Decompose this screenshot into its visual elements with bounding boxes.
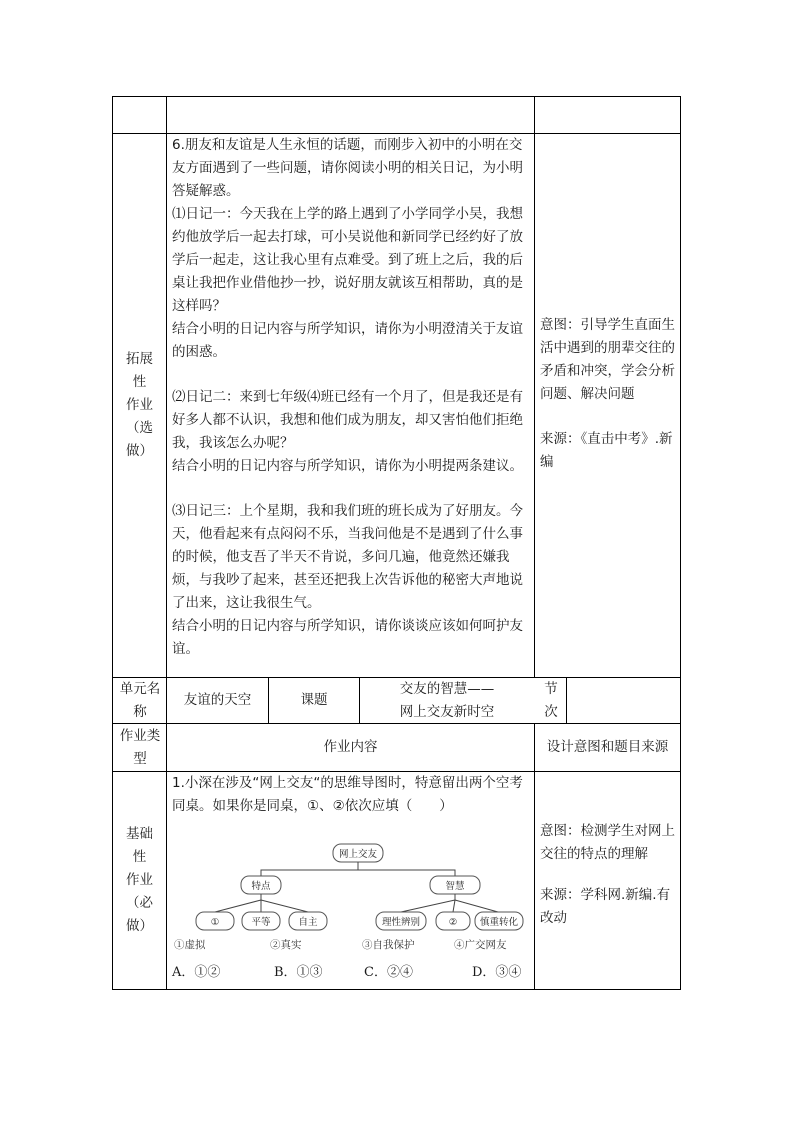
basic-label-line: （必 [126, 895, 153, 911]
lesson-value-line: 网上交友新时空 [399, 703, 495, 720]
extended-label-line: （选 [126, 420, 153, 436]
section-label: 节次 [544, 680, 558, 720]
question-6-intro: 6.朋友和友谊是人生永恒的话题，而刚步入初中的小明在交友方面遇到了一些问题，请你阅读小明的相关日记，为小明答疑解惑。 [172, 137, 523, 199]
section-value [567, 678, 680, 723]
option-b[interactable]: B．①③ [274, 965, 323, 980]
basic-intent: 意图：检测学生对网上交往的特点的理解 [540, 823, 675, 862]
mind-map-caption: ③自我保护 [362, 939, 415, 951]
extended-label-line: 做） [126, 443, 153, 459]
mind-map-leaf: ① [210, 917, 220, 928]
mind-map-caption: ①虚拟 [174, 939, 206, 951]
mind-map-leaf: 自主 [298, 917, 318, 928]
option-a[interactable]: A．①② [172, 965, 221, 980]
basic-label-line: 基础 [126, 826, 153, 842]
lesson-value [360, 678, 534, 723]
lesson-label: 课题 [300, 692, 328, 708]
extended-label-line: 性 [132, 374, 147, 390]
mind-map-connector [401, 894, 498, 912]
basic-design-note [540, 820, 676, 940]
basic-label-line: 做） [126, 918, 153, 934]
mind-map-connector [215, 894, 308, 912]
design-intent-header: 设计意图和题目来源 [546, 739, 669, 755]
basic-source: 来源：学科网.新编.有改动 [540, 887, 671, 926]
homework-type-header: 作业类型 [119, 727, 161, 767]
mind-map-leaf: 慎重转化 [479, 917, 519, 928]
extended-homework-content [172, 134, 528, 677]
extended-source: 来源：《直击中考》.新编 [540, 431, 673, 470]
extended-label-line: 拓展 [126, 351, 153, 367]
mind-map-right-branch: 智慧 [445, 881, 465, 892]
extended-label-line: 作业 [126, 397, 153, 413]
top-row-design-cell [535, 97, 680, 133]
diary-one-task: 结合小明的日记内容与所学知识，请你为小明澄清关于友谊的困惑。 [172, 321, 523, 360]
mind-map-caption: ④广交网友 [454, 939, 507, 951]
extended-design-note [540, 314, 676, 514]
mind-map-connector [261, 862, 358, 876]
spacer [540, 866, 676, 884]
spacer [172, 478, 528, 500]
mind-map-left-branch: 特点 [251, 881, 271, 892]
top-row-content-cell [167, 97, 534, 133]
mind-map-caption: ②真实 [270, 939, 302, 951]
option-d[interactable]: D．③④ [472, 965, 522, 980]
diary-one: ⑴日记一：今天我在上学的路上遇到了小学同学小吴，我想约他放学后一起去打球，可小吴说他和新同学已经约好了放学后一起走，这让我心里有点难受。到了班上之后，我的后桌让我把作业借他抄一抄，说好朋友就该互相帮助，真的是这样吗？ [172, 206, 523, 314]
top-row-label-cell [113, 97, 166, 133]
unit-name-label: 单元名称 [119, 680, 161, 720]
extended-intent: 意图：引导学生直面生活中遇到的朋辈交往的矛盾和冲突，学会分析问题、解决问题 [540, 317, 675, 402]
mind-map-leaf: 理性辨别 [381, 917, 421, 928]
homework-content-header: 作业内容 [323, 739, 378, 755]
basic-label-line: 性 [132, 849, 147, 865]
mind-map-leaf: ② [448, 917, 458, 928]
mind-map-connector [358, 870, 455, 876]
diary-three: ⑶日记三：上个星期，我和我们班的班长成为了好朋友。今天，他看起来有点闷闷不乐，当我问他是不是遇到了什么事的时候，他支吾了半天不肯说，多问几遍，他竟然还嫌我烦，与我吵了起来，甚至还把我上次告诉他的秘密大声地说了出来，这让我很生气。 [172, 503, 523, 611]
spacer [540, 406, 676, 428]
extended-homework-label [113, 134, 166, 677]
option-c[interactable]: C．②④ [364, 965, 413, 980]
diary-two: ⑵日记二：来到七年级⑷班已经有一个月了，但是我还是有好多人都不认识，我想和他们成为朋友，却又害怕他们拒绝我，我该怎么办呢？ [172, 389, 523, 451]
spacer [172, 364, 528, 386]
question-1: 1.小深在涉及“网上交友“的思维导图时，特意留出两个空考同桌。如果你是同桌，①、②依次应填（ ） [172, 775, 523, 814]
basic-homework-label [113, 772, 166, 989]
lesson-value-line: 交友的智慧—— [399, 680, 495, 697]
basic-label-line: 作业 [126, 872, 153, 888]
diary-two-task: 结合小明的日记内容与所学知识，请你为小明提两条建议。 [172, 458, 523, 474]
unit-name-value: 友谊的天空 [183, 692, 252, 708]
mind-map-root: 网上交友 [338, 849, 378, 860]
mind-map-diagram [170, 840, 530, 958]
mind-map-leaf: 平等 [251, 917, 271, 928]
diary-three-task: 结合小明的日记内容与所学知识，请你谈谈应该如何呵护友谊。 [172, 618, 523, 657]
